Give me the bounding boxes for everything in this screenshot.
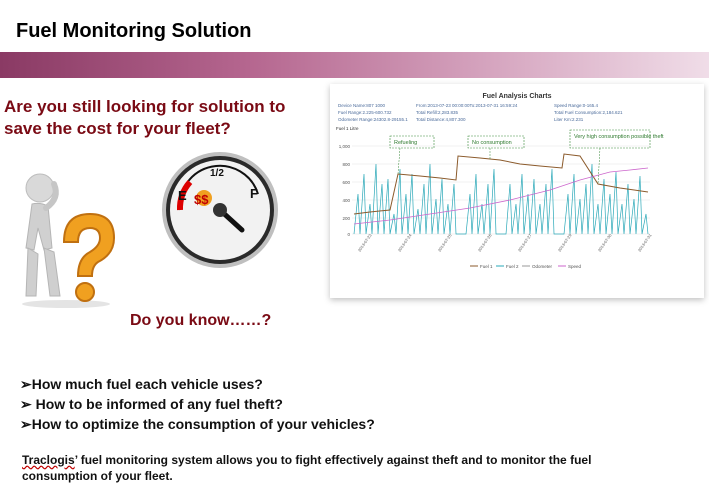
bullet-item: ➢ How to be informed of any fuel theft?: [20, 396, 283, 412]
svg-text:2013-07-26: 2013-07-26: [476, 232, 493, 253]
intro-question: Are you still looking for solution to save the cost for your fleet?: [4, 97, 286, 138]
fuel-gauge-icon: [150, 146, 290, 276]
slide-title: Fuel Monitoring Solution: [16, 20, 252, 42]
annotation-refueling: Refueling: [394, 140, 418, 146]
info-left-1: Fuel Range:2.225-600.732: [338, 110, 392, 115]
footer-statement: [22, 452, 662, 484]
y-tick-3: 400: [342, 198, 350, 203]
question-mark-icon: [64, 214, 114, 301]
title-band: [0, 52, 709, 78]
legend-fuel2: Fuel 2: [506, 264, 519, 269]
footer-text: ’ fuel monitoring system allows you to fight effectively against theft and to monitor the fuel consumption of your fleet.: [22, 453, 592, 483]
y-tick-5: 0: [347, 232, 350, 237]
legend-fuel1: Fuel 1: [480, 264, 493, 269]
bullet-item: ➢How much fuel each vehicle uses?: [20, 376, 263, 392]
bullet-list: [20, 374, 375, 434]
legend-odometer: Odometer: [532, 264, 553, 269]
svg-text:2013-07-31: 2013-07-31: [636, 232, 653, 253]
svg-text:2013-07-23: 2013-07-23: [356, 232, 373, 253]
do-you-know-heading: Do you know……?: [130, 312, 272, 329]
svg-text:2013-07-27: 2013-07-27: [516, 232, 533, 253]
y-tick-4: 200: [342, 216, 350, 221]
y-axis-label: Fuel 1 Litre: [336, 126, 359, 131]
info-right-2: Liter Km:2.231: [554, 117, 584, 122]
info-right-1: Total Fuel Consumption:2,184.621: [554, 110, 623, 115]
gauge-full-label: F: [250, 186, 258, 201]
y-tick-0: 1,000: [338, 144, 350, 149]
brand-name: Traclogis: [22, 453, 75, 467]
chart-title: Fuel Analysis Charts: [482, 93, 552, 100]
svg-text:2013-07-30: 2013-07-30: [596, 232, 613, 253]
bullet-item: ➢How to optimize the consumption of your vehicles?: [20, 416, 375, 432]
svg-text:2013-07-24: 2013-07-24: [396, 232, 413, 253]
gauge-empty-label: E: [178, 188, 187, 203]
svg-text:2013-07-25: 2013-07-25: [436, 232, 453, 253]
info-left-2: Odometer Range:24302.8-29155.1: [338, 117, 408, 122]
annotation-no-consumption: No consumption: [472, 140, 512, 146]
thinking-person-illustration: [14, 168, 124, 308]
svg-text:2013-07-29: 2013-07-29: [556, 232, 573, 253]
gauge-dollar-sign: $$: [194, 192, 209, 207]
info-mid-2: Total Distance:4,807.300: [416, 117, 466, 122]
info-mid-0: From:2013-07-23 00:00:00To:2013-07-31 16:59:24: [416, 103, 518, 108]
info-mid-1: Total Refill:2,283.835: [416, 110, 459, 115]
info-right-0: Speed Range:0-165.4: [554, 103, 599, 108]
info-left-0: Device Name:807 1000: [338, 103, 386, 108]
y-tick-1: 800: [342, 162, 350, 167]
annotation-high-consumption: Very high consumption possible theft: [574, 134, 664, 140]
fuel-analysis-chart: [330, 84, 704, 298]
gauge-half-label: 1/2: [210, 168, 224, 179]
y-tick-2: 600: [342, 180, 350, 185]
fuel-analysis-chart-panel: [330, 84, 704, 298]
legend-speed: Speed: [568, 264, 582, 269]
